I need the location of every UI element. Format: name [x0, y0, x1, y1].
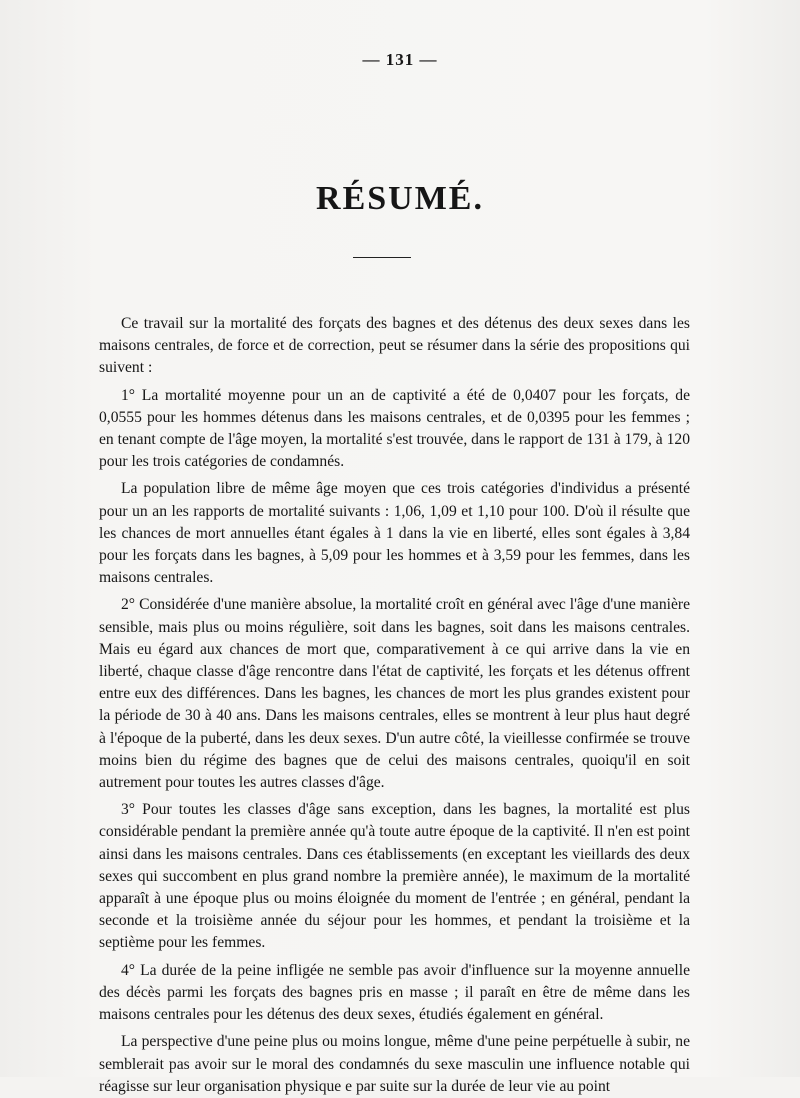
body-text	[99, 313, 690, 1098]
paragraph-point-2: 2° Considérée d'une manière absolue, la mortalité croît en général avec l'âge d'une manière sensible, mais plus ou moins régulière, soit dans les bagnes, soit dans les maisons centrales. Mais eu égard aux chances de mort que, comparativement à ce qui arrive dans la vie en liberté, chaque classe d'âge rencontre dans l'état de captivité, les forçats et les détenus offrent entre eux des différences. Dans les bagnes, les chances de mort les plus grandes existent pour la période de 30 à 40 ans. Dans les maisons centrales, elles se montrent à leur plus haut degré à l'époque de la puberté, dans les deux sexes. D'un autre côté, la vieillesse confirmée se trouve moins bien du régime des bagnes que de celui des maisons centrales, quoiqu'il en soit autrement pour toutes les autres classes d'âge.	[99, 596, 690, 792]
page-number: — 131 —	[362, 50, 438, 69]
paragraph-intro: Ce travail sur la mortalité des forçats des bagnes et des détenus des deux sexes dans les maisons centrales, de force et de correction, peut se résumer dans la série des propositions qui suivent :	[99, 315, 690, 377]
page-title: RÉSUMÉ.	[316, 180, 484, 217]
title-rule	[353, 257, 411, 258]
paragraph-point-3: 3° Pour toutes les classes d'âge sans exception, dans les bagnes, la mortalité est plus considérable pendant la première année qu'à toute autre époque de la captivité. Il n'en est point ainsi dans les maisons centrales. Dans ces établissements (en exceptant les vieillards des deux sexes qui succombent en plus grand nombre la première année), le maximum de la mortalité apparaît à une époque plus ou moins éloignée du moment de l'entrée ; en général, pendant la seconde et la troisième année du séjour pour les hommes, et pendant la troisième et la septième pour les femmes.	[99, 801, 690, 952]
paragraph-perspective: La perspective d'une peine plus ou moins longue, même d'une peine perpétuelle à subir, ne semblerait pas avoir sur le moral des condamnés du sexe masculin une influence notable qui réagisse sur leur organisation physique e par suite sur la durée de leur vie au point	[99, 1033, 690, 1095]
paragraph-point-1: 1° La mortalité moyenne pour un an de captivité a été de 0,0407 pour les forçats, de 0,0555 pour les hommes détenus dans les maisons centrales, et de 0,0395 pour les femmes ; en tenant compte de l'âge moyen, la mortalité s'est trouvée, dans le rapport de 131 à 179, à 120 pour les trois catégories de condamnés.	[99, 386, 690, 471]
paragraph-free-population: La population libre de même âge moyen que ces trois catégories d'individus a présenté pour un an les rapports de mortalité suivants : 1,06, 1,09 et 1,10 pour 100. D'où il résulte que les chances de mort annuelles étant égales à 1 dans la vie en liberté, elles sont égales à 3,84 pour les forçats dans les bagnes, à 5,09 pour les hommes et à 3,59 pour les femmes, dans les maisons centrales.	[99, 480, 690, 587]
paragraph-point-4: 4° La durée de la peine infligée ne semble pas avoir d'influence sur la moyenne annuelle des décès parmi les forçats des bagnes pris en masse ; il paraît en être de même dans les maisons centrales pour les détenus des deux sexes, étudiés également en général.	[99, 961, 690, 1024]
